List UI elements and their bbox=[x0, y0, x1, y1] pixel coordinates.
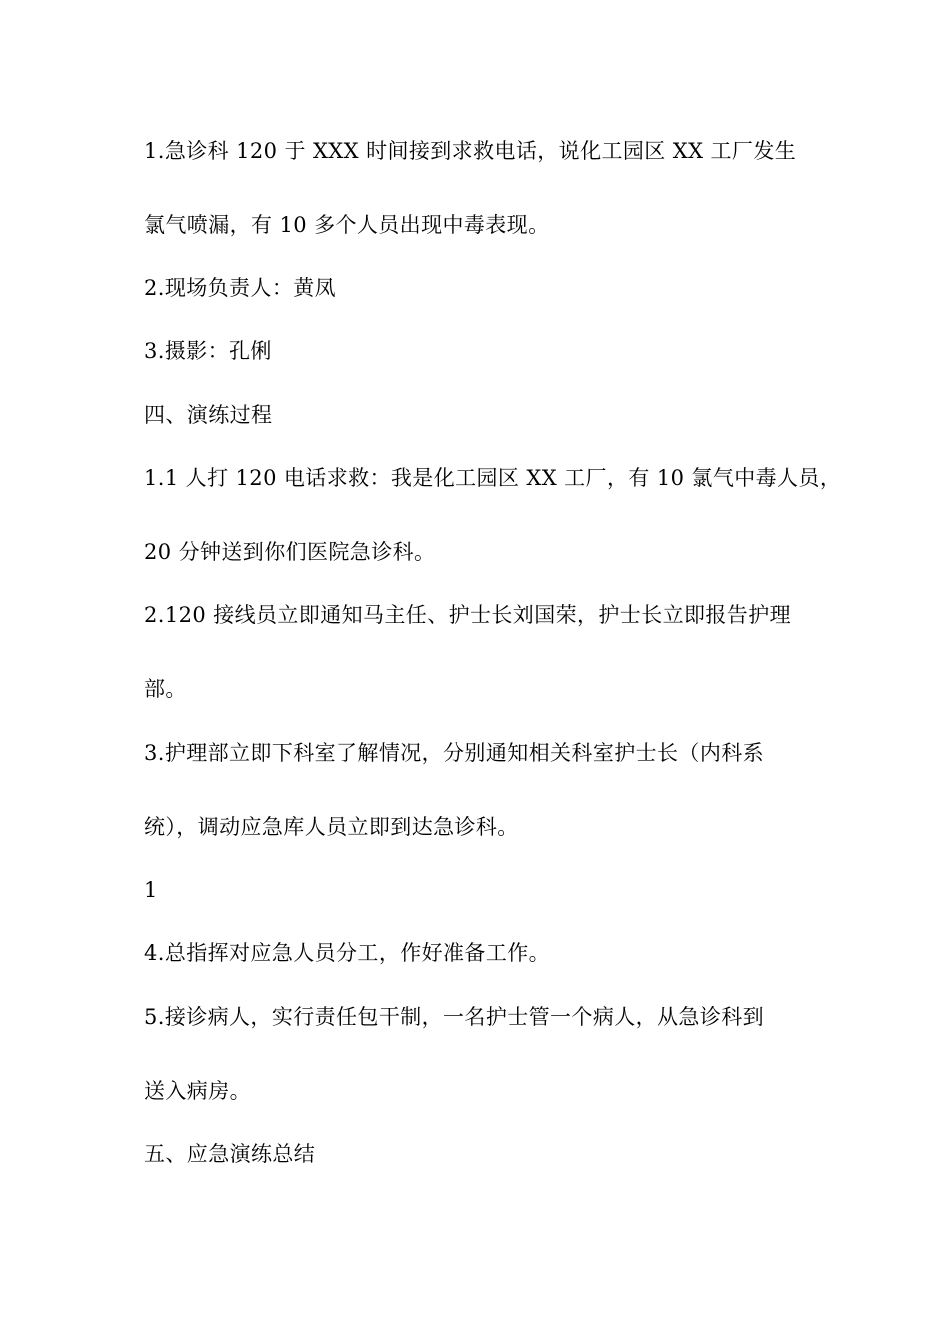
process-step-3-line-1: 3.护理部立即下科室了解情况，分别通知相关科室护士长（内科系 bbox=[144, 741, 765, 765]
section-heading-drill-process: 四、演练过程 bbox=[144, 403, 273, 427]
process-step-2-line-2: 部。 bbox=[144, 677, 187, 701]
process-step-1-line-1: 1.1 人打 120 电话求救：我是化工园区 XX 工厂，有 10 氯气中毒人员， bbox=[144, 466, 842, 490]
process-step-2-line-1: 2.120 接线员立即通知马主任、护士长刘国荣，护士长立即报告护理 bbox=[144, 603, 791, 627]
photographer-line: 3.摄影：孔俐 bbox=[144, 339, 272, 363]
process-step-4-line: 4.总指挥对应急人员分工，作好准备工作。 bbox=[144, 941, 551, 965]
process-step-1-line-2: 20 分钟送到你们医院急诊科。 bbox=[144, 540, 436, 564]
page-number: 1 bbox=[144, 878, 158, 902]
process-step-3-line-2: 统），调动应急库人员立即到达急诊科。 bbox=[144, 815, 519, 839]
section-heading-drill-summary: 五、应急演练总结 bbox=[144, 1142, 316, 1166]
process-step-5-line-2: 送入病房。 bbox=[144, 1079, 251, 1103]
process-step-5-line-1: 5.接诊病人，实行责任包干制，一名护士管一个病人，从急诊科到 bbox=[144, 1005, 765, 1029]
site-leader-line: 2.现场负责人：黄凤 bbox=[144, 276, 337, 300]
drill-item-1-line-1: 1.急诊科 120 于 XXX 时间接到求救电话，说化工园区 XX 工厂发生 bbox=[144, 139, 797, 163]
drill-item-1-line-2: 氯气喷漏，有 10 多个人员出现中毒表现。 bbox=[144, 213, 550, 237]
